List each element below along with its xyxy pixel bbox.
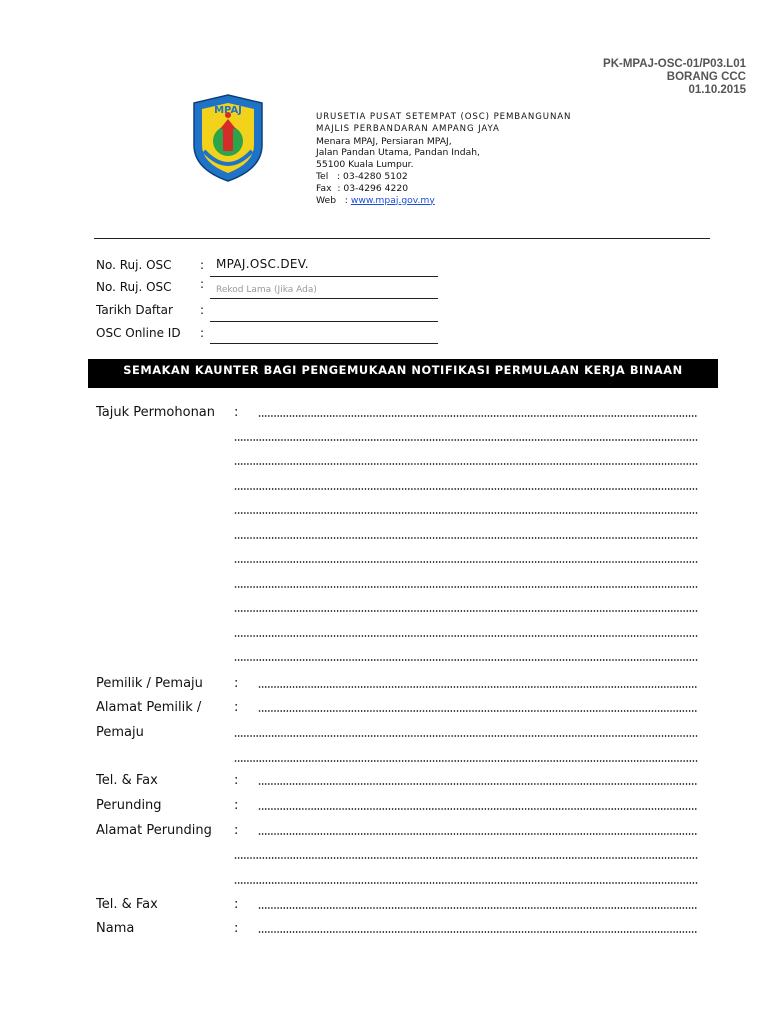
name-line[interactable] xyxy=(258,931,698,933)
application-title-line[interactable] xyxy=(234,561,698,563)
osc-online-id-field[interactable] xyxy=(210,343,438,344)
field-label: Pemaju xyxy=(96,725,144,740)
osc-ref-value: MPAJ.OSC.DEV. xyxy=(216,257,309,271)
address-line: 55100 Kuala Lumpur. xyxy=(316,159,414,171)
ref-colon: : xyxy=(200,258,205,272)
consultant-address-line[interactable] xyxy=(258,833,698,835)
form-name: BORANG CCC xyxy=(666,71,746,83)
old-osc-ref-field[interactable] xyxy=(210,298,438,299)
field-colon: : xyxy=(234,676,239,691)
field-label: Tel. & Fax xyxy=(96,897,158,912)
consultant-address-line[interactable] xyxy=(234,857,698,859)
field-label: Alamat Pemilik / xyxy=(96,700,202,715)
field-label: Nama xyxy=(96,921,135,936)
ref-colon: : xyxy=(200,326,205,340)
issuer-address xyxy=(316,112,571,206)
address-line: Menara MPAJ, Persiaran MPAJ, xyxy=(316,135,452,147)
application-title-line[interactable] xyxy=(234,439,698,441)
header-divider xyxy=(94,238,710,239)
application-title-line[interactable] xyxy=(258,415,698,417)
field-colon: : xyxy=(234,798,239,813)
form-reference: PK-MPAJ-OSC-01/P03.L01 xyxy=(603,58,746,70)
application-title-line[interactable] xyxy=(234,635,698,637)
document-code xyxy=(603,58,746,97)
ref-colon: : xyxy=(200,277,205,291)
ref-label: Tarikh Daftar xyxy=(96,303,173,317)
website-row xyxy=(316,195,571,207)
application-title-line[interactable] xyxy=(234,586,698,588)
ref-colon: : xyxy=(200,303,205,317)
owner-address-line[interactable] xyxy=(234,735,698,737)
website-link[interactable]: www.mpaj.gov.my xyxy=(350,194,435,206)
field-label: Tel. & Fax xyxy=(96,773,158,788)
field-label: Pemilik / Pemaju xyxy=(96,676,203,691)
field-colon: : xyxy=(234,921,239,936)
logo-lettering: MPAJ xyxy=(214,105,242,116)
application-title-line[interactable] xyxy=(234,463,698,465)
owner-address-line[interactable] xyxy=(234,760,698,762)
address-line: URUSETIA PUSAT SETEMPAT (OSC) PEMBANGUNAN xyxy=(316,112,572,122)
consultant-line[interactable] xyxy=(258,808,698,810)
owner-tel-fax-line[interactable] xyxy=(258,783,698,785)
registration-date-field[interactable] xyxy=(210,321,438,322)
application-title-line[interactable] xyxy=(234,512,698,514)
owner-address-line[interactable] xyxy=(258,710,698,712)
application-title-line[interactable] xyxy=(234,537,698,539)
mpaj-crest-logo xyxy=(190,93,266,183)
ref-label: No. Ruj. OSC xyxy=(96,258,172,272)
phone-number: Tel : 03-4280 5102 xyxy=(316,170,408,182)
ref-label: OSC Online ID xyxy=(96,326,181,340)
field-colon: : xyxy=(234,700,239,715)
application-title-line[interactable] xyxy=(234,659,698,661)
field-colon: : xyxy=(234,773,239,788)
old-record-hint: Rekod Lama (Jika Ada) xyxy=(216,285,317,295)
field-colon: : xyxy=(234,823,239,838)
consultant-address-line[interactable] xyxy=(234,882,698,884)
field-label: Alamat Perunding xyxy=(96,823,212,838)
field-label: Perunding xyxy=(96,798,162,813)
field-label: Tajuk Permohonan xyxy=(96,405,216,420)
application-title-line[interactable] xyxy=(234,488,698,490)
application-title-line[interactable] xyxy=(234,610,698,612)
form-date: 01.10.2015 xyxy=(688,84,746,96)
address-line: Jalan Pandan Utama, Pandan Indah, xyxy=(316,147,480,159)
fax-number: Fax : 03-4296 4220 xyxy=(316,182,409,194)
owner-developer-line[interactable] xyxy=(258,686,698,688)
osc-ref-field[interactable] xyxy=(210,276,438,277)
website-label: Web : xyxy=(316,194,348,206)
address-line: MAJLIS PERBANDARAN AMPANG JAYA xyxy=(316,123,500,134)
ref-label: No. Ruj. OSC xyxy=(96,280,172,294)
field-colon: : xyxy=(234,405,239,420)
section-banner: SEMAKAN KAUNTER BAGI PENGEMUKAAN NOTIFIKASI PERMULAAN KERJA BINAAN xyxy=(88,359,718,388)
field-colon: : xyxy=(234,897,239,912)
consultant-tel-fax-line[interactable] xyxy=(258,907,698,909)
